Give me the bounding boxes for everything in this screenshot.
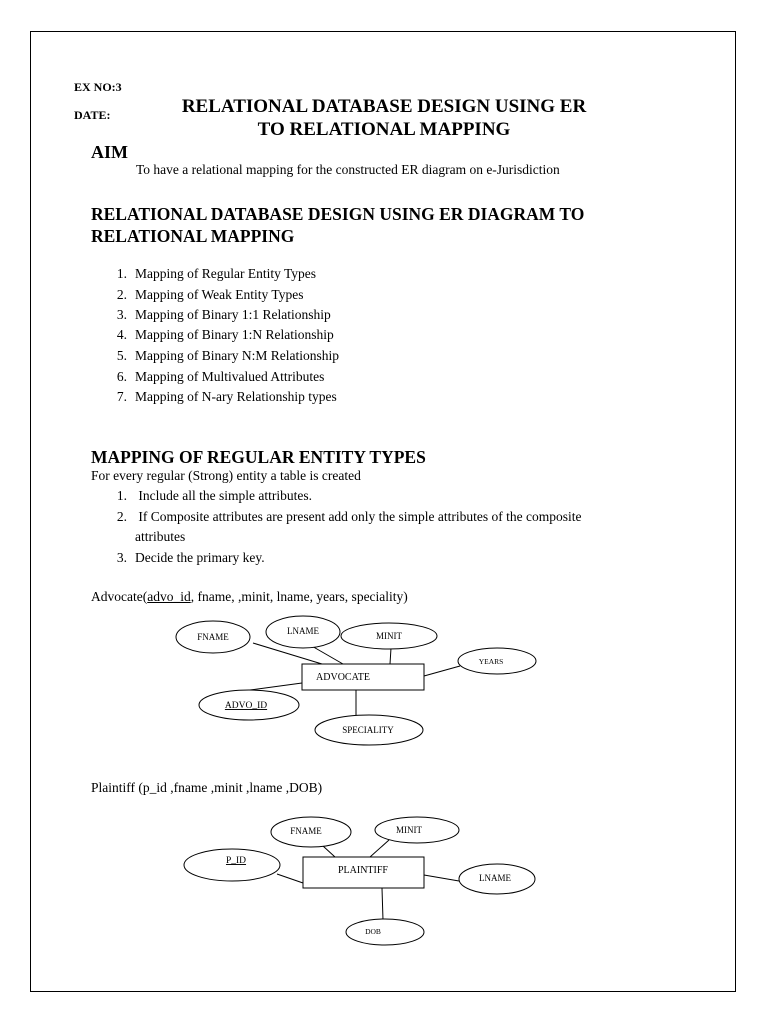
page-title-line1: RELATIONAL DATABASE DESIGN USING ER xyxy=(181,96,587,117)
list-item: attributes xyxy=(135,529,186,544)
aim-heading: AIM xyxy=(91,142,128,162)
list-item: 3. Decide the primary key. xyxy=(116,550,265,565)
lname-attribute-label: LNAME xyxy=(479,873,511,883)
years-attribute-label: YEARS xyxy=(478,657,504,666)
list-item: 7. Mapping of N-ary Relationship types xyxy=(116,389,337,404)
list-item: 3. Mapping of Binary 1:1 Relationship xyxy=(116,307,331,322)
section2-heading: MAPPING OF REGULAR ENTITY TYPES xyxy=(91,447,426,467)
plaintiff-er-diagram xyxy=(184,817,535,945)
section2-intro: For every regular (Strong) entity a table is created xyxy=(91,468,361,483)
ex-no-label: EX NO:3 xyxy=(74,80,122,94)
speciality-attribute-label: SPECIALITY xyxy=(342,725,394,735)
list-item: 2. If Composite attributes are present add only the simple attributes of the composite xyxy=(116,509,582,524)
dob-attribute-label: DOB xyxy=(365,927,381,936)
advocate-er-diagram xyxy=(176,616,536,745)
list-item: 5. Mapping of Binary N:M Relationship xyxy=(116,348,339,363)
fname-attribute-label: FNAME xyxy=(197,632,229,642)
fname-attribute-label: FNAME xyxy=(290,826,322,836)
section1-heading-line2: RELATIONAL MAPPING xyxy=(91,226,295,246)
advocate-entity-label: ADVOCATE xyxy=(316,672,370,683)
list-item: 6. Mapping of Multivalued Attributes xyxy=(116,369,325,384)
section1-heading-line1: RELATIONAL DATABASE DESIGN USING ER DIAGRAM TO xyxy=(91,204,585,224)
advocate-primary-key: advo_id xyxy=(147,589,191,604)
list-item: 1. Mapping of Regular Entity Types xyxy=(116,266,317,281)
list-item: 4. Mapping of Binary 1:N Relationship xyxy=(116,327,334,342)
advo-id-attribute-label: ADVO_ID xyxy=(224,701,268,711)
lname-attribute-label: LNAME xyxy=(287,626,319,636)
minit-attribute-label: MINIT xyxy=(396,825,422,835)
dob-attribute-oval xyxy=(346,919,424,945)
p-id-attribute-label: P_ID xyxy=(225,856,247,866)
list-item: 1. Include all the simple attributes. xyxy=(116,488,312,503)
list-item: 2. Mapping of Weak Entity Types xyxy=(116,287,304,302)
date-label: DATE: xyxy=(74,108,111,122)
aim-text: To have a relational mapping for the constructed ER diagram on e-Jurisdiction xyxy=(136,162,560,177)
minit-attribute-label: MINIT xyxy=(376,631,402,641)
advocate-schema: Advocate(advo_id, fname, ,minit, lname, years, speciality) xyxy=(91,589,408,604)
plaintiff-entity-label: PLAINTIFF xyxy=(337,865,389,876)
page-title-line2: TO RELATIONAL MAPPING xyxy=(257,119,511,140)
plaintiff-schema: Plaintiff (p_id ,fname ,minit ,lname ,DOB) xyxy=(91,780,323,795)
